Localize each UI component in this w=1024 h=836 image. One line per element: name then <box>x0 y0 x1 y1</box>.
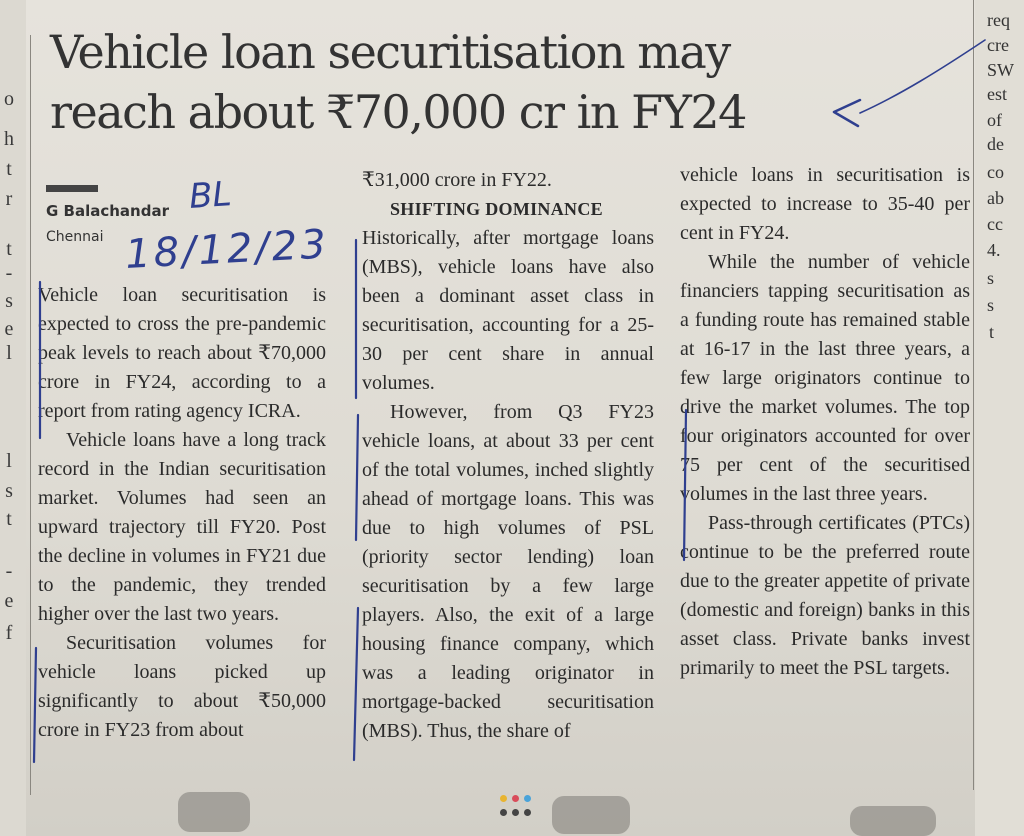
left-fragment: t <box>6 238 12 260</box>
paragraph: Vehicle loans have a long track record in the Indian securitisation market. Volumes had seen an upward trajectory till FY20. Post the decline in volumes in FY21 due to the pandemic, they trended higher over the last two years. <box>38 429 326 625</box>
byline-location: Chennai <box>46 229 104 245</box>
paragraph: vehicle loans in securitisation is expected to increase to 35-40 per cent in FY24. <box>680 164 970 244</box>
left-adjacent-column <box>0 0 26 836</box>
left-fragment: t <box>6 158 12 180</box>
dot <box>524 795 531 802</box>
thumb-blur <box>850 806 936 836</box>
article-column-1 <box>38 281 326 745</box>
dot <box>500 809 507 816</box>
right-fragment: s <box>987 295 995 315</box>
right-fragment: s <box>987 268 995 288</box>
paragraph: Securitisation volumes for vehicle loans picked up significantly to about ₹50,000 crore in FY23 from about <box>38 632 326 741</box>
byline-rule <box>46 185 98 192</box>
right-fragment: co <box>987 162 1004 182</box>
headline-line-1: Vehicle loan securitisation may <box>50 25 730 79</box>
right-fragment: de <box>987 134 1004 154</box>
right-adjacent-column <box>975 0 1024 836</box>
right-fragment: cre <box>987 35 1009 55</box>
paragraph: Historically, after mortgage loans (MBS), vehicle loans have also been a dominant asset class in securitisation, accounting for a 25-30 per cent share in annual volumes. <box>362 227 654 394</box>
handwritten-tag: BL <box>187 174 233 217</box>
right-fragment: cc <box>987 214 1003 234</box>
left-fragment: l <box>6 342 12 364</box>
left-fragment: - <box>5 560 13 582</box>
left-fragment: r <box>5 188 13 210</box>
left-fragment: - <box>5 262 13 284</box>
left-fragment: t <box>6 508 12 530</box>
paragraph: While the number of vehicle financiers tapping securitisation as a funding route has remained stable at 16-17 in the last three years, a few large originators continue to drive the market volumes. The top four originators accounted for over 75 per cent of the securitised volumes in the last three years. <box>680 251 970 505</box>
paragraph: However, from Q3 FY23 vehicle loans, at about 33 per cent of the total volumes, inched slightly ahead of mortgage loans. This was due to high volumes of PSL (priority sector lending) loan securitisation by a few large players. Also, the exit of a large housing finance company, which was a leading originator in mortgage-backed securitisation (MBS). Thus, the share of <box>362 401 654 742</box>
left-fragment: e <box>4 590 14 612</box>
left-fragment: l <box>6 450 12 472</box>
right-fragment: req <box>987 10 1010 30</box>
left-fragment: s <box>5 480 13 502</box>
thumb-blur <box>178 792 250 832</box>
byline-author: G Balachandar <box>46 202 169 220</box>
subheading: SHIFTING DOMINANCE <box>390 199 603 219</box>
left-fragment: e <box>4 318 14 340</box>
handwritten-date: 18/12/23 <box>124 221 330 278</box>
right-fragment: of <box>987 110 1002 130</box>
right-fragment: est <box>987 84 1007 104</box>
dot <box>524 809 531 816</box>
left-fragment: h <box>4 128 14 150</box>
right-fragment: t <box>989 322 995 342</box>
column-divider <box>30 35 31 795</box>
right-fragment: SW <box>987 60 1014 80</box>
dot <box>500 795 507 802</box>
article-column-2 <box>362 166 654 746</box>
right-fragment: ab <box>987 188 1004 208</box>
paragraph: ₹31,000 crore in FY22. <box>362 169 552 191</box>
dot <box>512 809 519 816</box>
article-column-3 <box>680 161 970 683</box>
dot <box>512 795 519 802</box>
column-divider <box>973 0 974 790</box>
headline <box>50 22 850 142</box>
right-fragment: 4. <box>987 240 1001 260</box>
left-fragment: f <box>5 622 13 644</box>
paragraph: Pass-through certificates (PTCs) continue to be the preferred route due to the greater appetite of private (domestic and foreign) banks in this asset class. Private banks invest primarily to meet the PSL targets. <box>680 512 970 679</box>
paragraph: Vehicle loan securitisation is expected to cross the pre-pandemic peak levels to reach about ₹70,000 crore in FY24, according to a report from rating agency ICRA. <box>38 284 326 422</box>
left-fragment: s <box>5 290 13 312</box>
thumb-blur <box>552 796 630 834</box>
headline-line-2: reach about ₹70,000 cr in FY24 <box>50 85 746 139</box>
left-fragment: o <box>4 88 14 110</box>
